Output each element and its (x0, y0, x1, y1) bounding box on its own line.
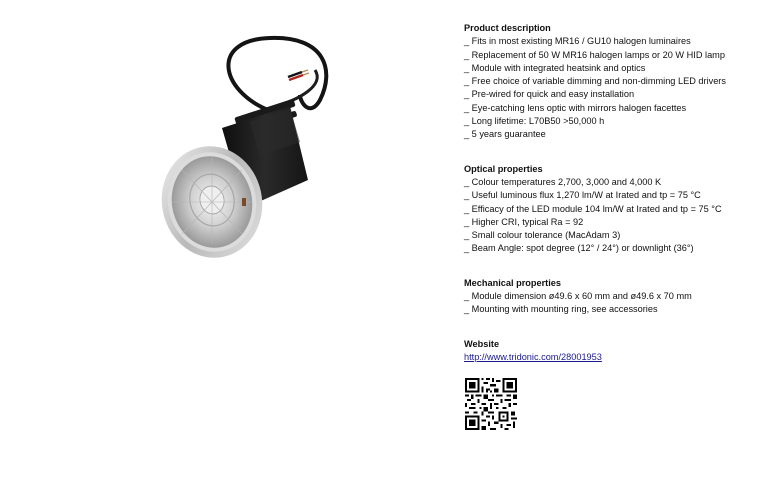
qr-code-icon[interactable] (465, 378, 517, 430)
list-item: _ Module with integrated heatsink and optics (464, 62, 646, 73)
website-heading: Website (464, 338, 500, 349)
list-item: _ Colour temperatures 2,700, 3,000 and 4,000 K (464, 176, 662, 187)
optical-properties-heading: Optical properties (464, 163, 543, 174)
list-item: _ Module dimension ø49.6 x 60 mm and ø49.6 x 70 mm (464, 291, 692, 302)
list-item: _ Useful luminous flux 1,270 lm/W at Irated and tp = 75 °C (464, 190, 701, 201)
list-item: _ Replacement of 50 W MR16 halogen lamps or 20 W HID lamp (464, 49, 725, 60)
mechanical-properties-heading: Mechanical properties (464, 277, 562, 288)
section-website (464, 338, 774, 365)
list-item: _ Long lifetime: L70B50 >50,000 h (464, 116, 605, 127)
list-item: _ Fits in most existing MR16 / GU10 halogen luminaires (464, 36, 691, 47)
spec-sheet (464, 22, 774, 364)
product-image (150, 30, 340, 280)
list-item: _ Pre-wired for quick and easy installation (464, 89, 635, 100)
list-item: _ Efficacy of the LED module 104 lm/W at Irated and tp = 75 °C (464, 203, 722, 214)
mechanical-properties-list (464, 290, 774, 317)
list-item: _ Free choice of variable dimming and non-dimming LED drivers (464, 76, 726, 87)
optical-properties-list (464, 176, 774, 256)
section-mechanical-properties (464, 277, 774, 317)
list-item: _ Beam Angle: spot degree (12° / 24°) or downlight (36°) (464, 243, 694, 254)
product-description-heading: Product description (464, 23, 551, 33)
list-item: _ Mounting with mounting ring, see accessories (464, 304, 658, 315)
website-link[interactable]: http://www.tridonic.com/28001953 (464, 351, 602, 362)
list-item: _ Higher CRI, typical Ra = 92 (464, 216, 584, 227)
list-item: _ Eye-catching lens optic with mirrors halogen facettes (464, 102, 687, 113)
section-product-description (464, 22, 774, 142)
product-description-list (464, 35, 774, 141)
list-item: _ Small colour tolerance (MacAdam 3) (464, 230, 621, 241)
section-optical-properties (464, 163, 774, 256)
list-item: _ 5 years guarantee (464, 129, 546, 140)
